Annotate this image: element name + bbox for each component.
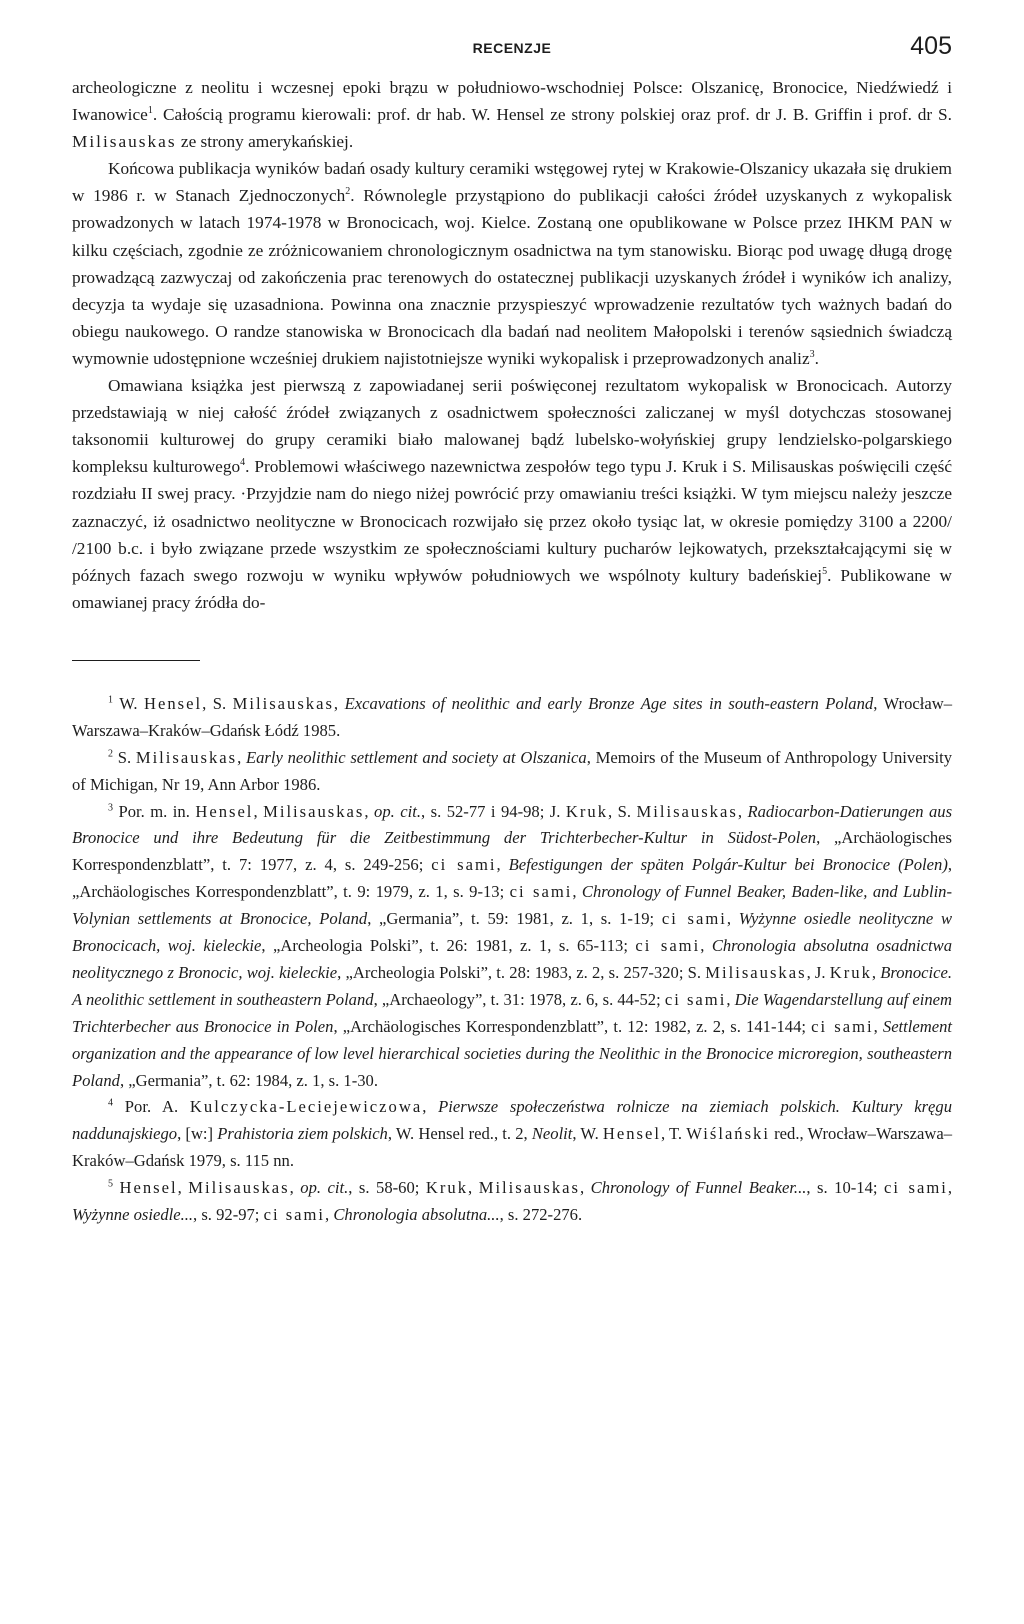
body-paragraph	[72, 372, 952, 616]
text-run: , Memoirs of the Museum of Anthropology University of Michigan, Nr 19, Ann Arbor 1986.	[72, 747, 953, 794]
footnote	[72, 745, 952, 799]
spaced-author-name: Milisauskas	[636, 801, 738, 821]
text-run: , „Germania”, t. 59: 1981, z. 1, s. 1-19;	[367, 909, 662, 929]
running-head: RECENZJE	[472, 40, 552, 56]
spaced-author-name: Kruk	[565, 801, 609, 821]
text-run: .	[814, 348, 819, 368]
note-ref: 4	[108, 1097, 113, 1109]
text-run: , s. 272-276.	[499, 1205, 583, 1225]
text-run: , s. 52-77 i 94-98; J.	[420, 801, 566, 821]
text-run: , s. 10-14;	[806, 1178, 885, 1198]
spaced-author-name: Milisauskas	[188, 1178, 290, 1198]
text-run: ,	[873, 1016, 883, 1036]
spaced-author-name: ci sami	[884, 1178, 948, 1198]
text-run: . Równolegle przystąpiono do publikacji całości źródeł uzyskanych z wykopalisk prowadzonych w latach 1974-1978 w Bronocicach, woj. Kielce. Zostaną one opublikowane w Polsce przez IHKM PAN w kilku częściach, zgodnie ze zróżnicowaniem chronologicznym osadnictwa na tym stanowisku. Biorąc pod uwagę długą drogę prowadzącą zazwyczaj od zakończenia prac terenowych do ostatecznej publikacji uzyskanych źródeł i wyników ich analizy, decyzja ta wydaje się uzasadniona. Powinna ona znacznie przyspieszyć wprowadzenie rezultatów tych ważnych badań do obiegu naukowego. O randze stanowiska w Bronocicach dla badań nad neolitem Małopolski i terenów sąsiednich świadczą wymownie udostępnione wcześniej drukiem najistotniejsze wyniki wykopalisk i przeprowadzonych analiz	[72, 186, 952, 368]
text-run: ,	[726, 989, 735, 1009]
text-run: , Wrocław–Warszawa–Kraków–Gdańsk Łódź 1985.	[72, 693, 952, 740]
italic-title: Pierwsze społeczeństwa rolnicze na ziemiach polskich. Kultury kręgu naddunajskiego	[72, 1097, 952, 1144]
italic-title: Neolit	[531, 1124, 573, 1144]
page-number: 405	[910, 32, 952, 60]
text-run: , „Germania”, t. 62: 1984, z. 1, s. 1-30.	[119, 1070, 378, 1090]
italic-title: Befestigungen der späten Polgár-Kultur bei Bronocice (Polen)	[508, 855, 948, 875]
note-ref: 1	[147, 105, 153, 117]
spaced-author-name: ci sami	[509, 882, 573, 902]
text-run: Omawiana książka jest pierwszą z zapowiadanej serii poświęconej rezultatom wykopalisk w Bronocicach. Autorzy przedstawiają w niej całość źródeł związanych z osadnictwem społeczności zaliczanej w myśl dotychczas stosowanej taksonomii kulturowej do grupy ceramiki biało malowanej bądź lubelsko-wołyńskiej grupy lendzielsko-polgarskiego kompleksu kulturowego	[72, 376, 952, 477]
text-run: Końcowa publikacja wyników badań osady kultury ceramiki wstęgowej rytej w Krakowie-Olszanicy ukazała się drukiem w 1986 r. w Stanach Zjednoczonych	[72, 159, 952, 206]
text-run: . Całością programu kierowali: prof. dr hab. W. Hensel ze strony polskiej oraz prof. dr J. B. Griffin i prof. dr S.	[152, 105, 952, 125]
text-run: ,	[289, 1178, 301, 1198]
italic-title: op. cit.	[374, 801, 421, 821]
italic-title: Wyżynne osiedle...	[72, 1205, 194, 1225]
note-ref: 3	[108, 801, 113, 813]
text-run: ,	[871, 962, 881, 982]
text-run: ,	[572, 882, 582, 902]
text-run: , „Archäologisches Korrespondenzblatt”, t. 7: 1977, z. 4, s. 249-256;	[72, 828, 952, 875]
spaced-author-name: ci sami	[635, 936, 701, 956]
text-run: , S.	[202, 693, 233, 713]
text-run: , „Archaeology”, t. 31: 1978, z. 6, s. 44-52;	[373, 989, 665, 1009]
body-paragraph	[72, 155, 952, 372]
spaced-author-name: ci sami	[664, 989, 727, 1009]
text-run: ,	[700, 936, 712, 956]
note-ref: 1	[108, 694, 113, 706]
footnote-separator-rule	[72, 660, 200, 661]
spaced-author-name: Milisauskas	[478, 1178, 580, 1198]
page	[72, 30, 952, 1229]
spaced-author-name: Milisauskas	[263, 801, 365, 821]
note-ref: 4	[240, 457, 246, 469]
italic-title: Radiocarbon-Datierungen aus Bronocice und ihre Bedeutung für die Zeitbestimmung der Trichterbecher-Kultur in Südost-Polen	[72, 801, 953, 848]
spaced-author-name: Hensel	[602, 1124, 661, 1144]
spaced-author-name: Milisauskas	[705, 962, 807, 982]
text-run: ,	[325, 1205, 334, 1225]
italic-title: Prahistoria ziem polskich	[217, 1124, 388, 1144]
text-run: ,	[947, 1178, 953, 1198]
spaced-author-name: ci sami	[263, 1205, 326, 1225]
text-run: ,	[237, 747, 246, 767]
text-run: ,	[422, 1097, 439, 1117]
text-run: . Problemowi właściwego nazewnictwa zespołów tego typu J. Kruk i S. Milisauskas poświęcili część rozdziału II swej pracy. ·Przyjdzie nam do niego niżej powrócić przy omawianiu treści książki. W tym miejscu należy jeszcze zaznaczyć, iż osadnictwo neolityczne w Bronocicach rozwijało się przez około tysiąc lat, w okresie pomiędzy 3100 a 2200/ /2100 b.c. i było związane przede wszystkim ze społecznościami kultury pucharów lejkowatych, przekształcającymi się w późnych fazach swego rozwoju w wyniku wpływów południowych we wspólnoty kultury badeńskiej	[72, 457, 952, 585]
text-run: , s. 58-60;	[348, 1178, 426, 1198]
spaced-author-name: Kulczycka-Leciejewiczowa	[189, 1097, 423, 1117]
note-ref: 3	[809, 349, 815, 361]
italic-title: Wyżynne osiedle neolityczne w Bronocicach, woj. kieleckie	[72, 909, 953, 956]
text-run: ,	[496, 855, 509, 875]
spaced-author-name: Hensel	[144, 693, 203, 713]
text-run: ,	[579, 1178, 591, 1198]
footnote	[72, 691, 952, 745]
spaced-author-name: ci sami	[811, 1016, 874, 1036]
note-ref: 5	[822, 565, 828, 577]
italic-title: Chronologia absolutna osadnictwa neolitycznego z Bronocic, woj. kieleckie	[72, 936, 952, 982]
italic-title: Chronology of Funnel Beaker, Baden-like, and Lublin-Volynian settlements at Bronocice, Poland	[72, 882, 953, 929]
italic-title: Settlement organization and the appearance of low level hierarchical societies during the Neolithic in the Bronocice microregion, southeastern Poland	[72, 1016, 953, 1090]
spaced-author-name: ci sami	[661, 909, 727, 929]
spaced-author-name: Milisauskas	[232, 693, 334, 713]
text-run: red., Wrocław–Warszawa–Kraków–Gdańsk 1979, s. 115 nn.	[72, 1124, 953, 1171]
text-run: . Publikowane w omawianej pracy źródła do-	[72, 565, 952, 612]
footnote	[72, 1175, 952, 1229]
text-run: , s. 92-97;	[193, 1205, 264, 1225]
italic-title: Chronologia absolutna...	[333, 1205, 500, 1225]
footnotes	[72, 691, 952, 1229]
note-ref: 2	[345, 186, 351, 198]
spaced-author-name: Milisauskas	[135, 747, 238, 767]
text-run: ze strony amerykańskiej.	[176, 132, 354, 152]
italic-title: op. cit.	[300, 1178, 349, 1198]
text-run: , S.	[608, 801, 637, 821]
note-ref: 2	[108, 748, 113, 760]
text-run: W.	[113, 693, 144, 713]
body-paragraph	[72, 74, 952, 155]
italic-title: Chronology of Funnel Beaker...	[590, 1178, 807, 1198]
text-run: , W. Hensel red., t. 2,	[387, 1124, 532, 1144]
text-run: , „Archäologisches Korrespondenzblatt”, t. 9: 1979, z. 1, s. 9-13;	[72, 855, 952, 902]
italic-title: Early neolithic settlement and society at Olszanica	[245, 747, 587, 767]
text-run: Por. A.	[113, 1097, 190, 1117]
text-run: , J.	[806, 962, 830, 982]
text-run: , [w:]	[177, 1124, 218, 1144]
text-run: Por. m. in.	[113, 801, 196, 821]
italic-title: Die Wagendarstellung auf einem Trichterbecher aus Bronocice in Polen	[72, 989, 953, 1036]
text-run: ,	[737, 801, 748, 821]
spaced-author-name: Hensel	[195, 801, 254, 821]
text-run: , „Archeologia Polski”, t. 28: 1983, z. 2, s. 257-320; S.	[337, 962, 706, 982]
text-run: , „Archeologia Polski”, t. 26: 1981, z. 1, s. 65-113;	[261, 936, 636, 956]
text-run: ,	[177, 1178, 189, 1198]
italic-title: Excavations of neolithic and early Bronze Age sites in south-eastern Poland	[344, 693, 874, 713]
italic-title: Bronocice. A neolithic settlement in southeastern Poland	[72, 962, 952, 1009]
text-run: , „Archäologisches Korrespondenzblatt”, t. 12: 1982, z. 2, s. 141-144;	[333, 1016, 812, 1036]
spaced-author-name: ci sami	[431, 855, 497, 875]
text-run: ,	[468, 1178, 479, 1198]
note-ref: 5	[108, 1178, 113, 1190]
text-run: ,	[253, 801, 264, 821]
text-run: ,	[726, 909, 739, 929]
spaced-author-name: Kruk	[829, 962, 872, 982]
spaced-author-name: Wiślański	[686, 1124, 770, 1144]
footnote	[72, 1094, 952, 1175]
text-run: , T.	[661, 1124, 687, 1144]
spaced-author-name: Kruk	[425, 1178, 469, 1198]
page-header	[72, 30, 952, 74]
spaced-author-name: Milisauskas	[72, 132, 177, 152]
text-run: ,	[333, 693, 345, 713]
footnote	[72, 799, 952, 1095]
text-run: S.	[113, 747, 136, 767]
body-text	[72, 74, 952, 616]
spaced-author-name: Hensel	[119, 1178, 178, 1198]
text-run: archeologiczne z neolitu i wczesnej epoki brązu w południowo-wschodniej Polsce: Olszanicę, Bronocice, Niedźwiedź i Iwanowice	[72, 78, 952, 125]
text-run: , W.	[572, 1124, 603, 1144]
text-run: ,	[364, 801, 375, 821]
